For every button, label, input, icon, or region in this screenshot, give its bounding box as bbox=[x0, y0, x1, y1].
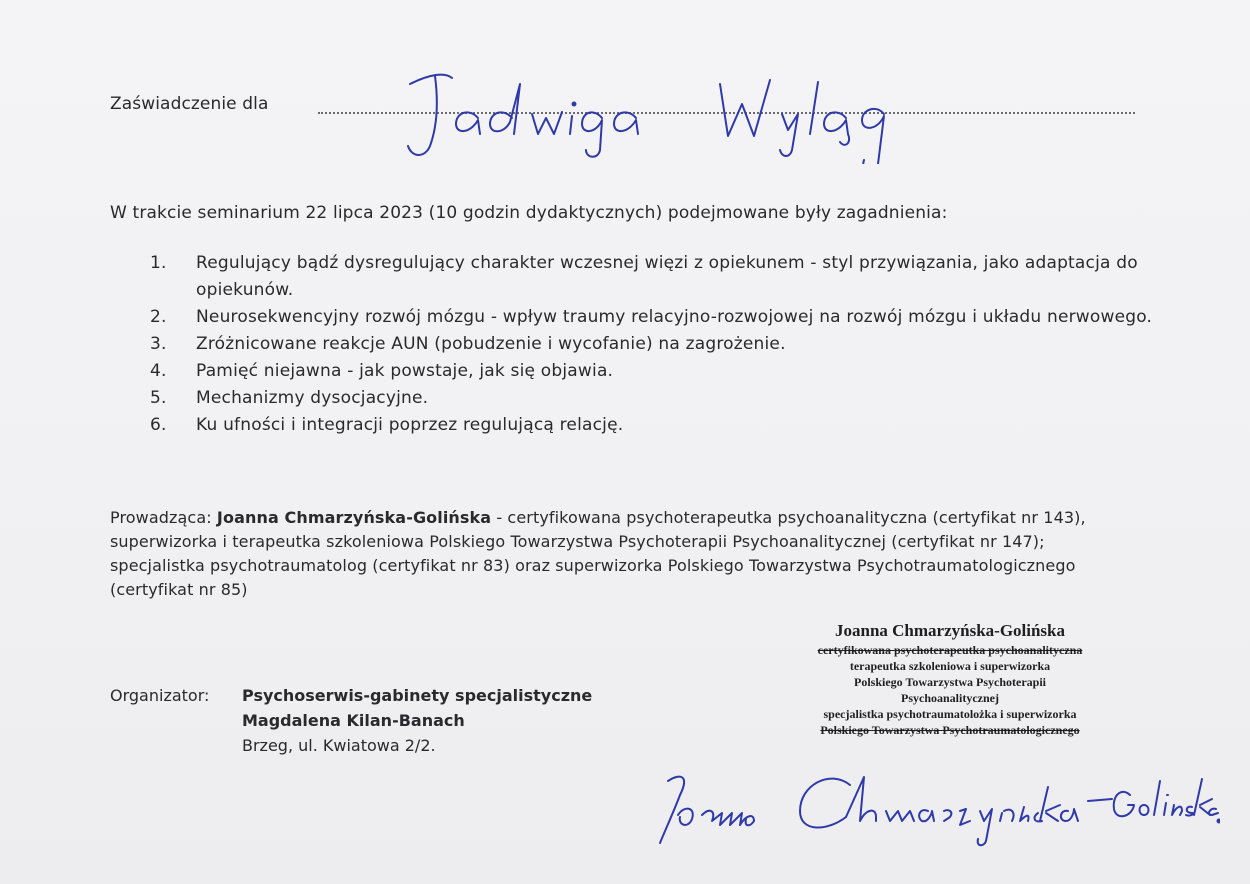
list-item-number: 4. bbox=[150, 361, 167, 381]
leader-paragraph bbox=[110, 506, 1140, 602]
stamp-line: specjalistka psychotraumatolożka i superwizorka bbox=[823, 707, 1077, 721]
topics-list bbox=[150, 250, 1165, 439]
recipient-line bbox=[110, 90, 1135, 120]
list-item-number: 6. bbox=[150, 415, 167, 435]
list-item-number: 3. bbox=[150, 334, 167, 354]
list-item-text: Pamięć niejawna - jak powstaje, jak się objawia. bbox=[196, 361, 614, 381]
leader-credentials: - certyfikowana psychoterapeutka psychoanalityczna (certyfikat nr 143), superwizorka i terapeutka szkoleniowa Polskiego Towarzystwa Psychoterapii Psychoanalitycznej (certyfikat nr 147); specjalistka psychotraumatolog (certyfikat nr 83) oraz superwizorka Polskiego Towarzystwa Psychotraumatologicznego (certyfikat nr 85) bbox=[110, 508, 1086, 599]
organizer-owner: Magdalena Kilan-Banach bbox=[242, 711, 465, 730]
organizer-block bbox=[110, 683, 592, 758]
stamp-line: certyfikowana psychoterapeutka psychoanalityczna bbox=[817, 643, 1083, 657]
organizer-address: Brzeg, ul. Kwiatowa 2/2. bbox=[242, 736, 436, 755]
list-item-number: 1. bbox=[150, 253, 167, 273]
seminar-intro: W trakcie seminarium 22 lipca 2023 (10 godzin dydaktycznych) podejmowane były zagadnienia: bbox=[110, 203, 948, 223]
stamp-line: terapeutka szkoleniowa i superwizorka bbox=[849, 659, 1051, 673]
stamp bbox=[760, 620, 1140, 738]
organizer-name: Psychoserwis-gabinety specjalistyczne bbox=[242, 686, 593, 705]
stamp-line: Psychoanalitycznej bbox=[901, 691, 999, 705]
list-item bbox=[150, 385, 1165, 412]
list-item-text: Ku ufności i integracji poprzez regulującą relację. bbox=[196, 415, 624, 435]
list-item-number: 5. bbox=[150, 388, 167, 408]
recipient-label: Zaświadczenie dla bbox=[110, 94, 269, 114]
organizer-row bbox=[110, 683, 592, 708]
stamp-name: Joanna Chmarzyńska-Golińska bbox=[834, 621, 1066, 640]
stamp-line: Polskiego Towarzystwa Psychotraumatologicznego bbox=[820, 723, 1080, 737]
list-item-text: Zróżnicowane reakcje AUN (pobudzenie i wycofanie) na zagrożenie. bbox=[196, 334, 786, 354]
handwritten-recipient-name bbox=[390, 54, 1010, 164]
list-item-text: Mechanizmy dysocjacyjne. bbox=[196, 388, 429, 408]
list-item bbox=[150, 331, 1165, 358]
list-item bbox=[150, 358, 1165, 385]
list-item bbox=[150, 412, 1165, 439]
list-item-text: Regulujący bądź dysregulujący charakter wczesnej więzi z opiekunem - styl przywiązania, jako adaptacja do opiekunów. bbox=[196, 253, 1138, 300]
stamp-line: Polskiego Towarzystwa Psychoterapii bbox=[854, 675, 1046, 689]
list-item-text: Neurosekwencyjny rozwój mózgu - wpływ traumy relacyjno-rozwojowej na rozwój mózgu i układu nerwowego. bbox=[196, 307, 1153, 327]
list-item bbox=[150, 304, 1165, 331]
leader-prefix: Prowadząca: bbox=[110, 508, 217, 527]
list-item bbox=[150, 250, 1165, 304]
leader-name: Joanna Chmarzyńska-Golińska bbox=[216, 508, 492, 527]
organizer-label: Organizator: bbox=[110, 686, 210, 705]
organizer-row bbox=[110, 708, 592, 733]
list-item-number: 2. bbox=[150, 307, 167, 327]
organizer-row bbox=[110, 733, 592, 758]
handwritten-signature bbox=[650, 755, 1220, 850]
